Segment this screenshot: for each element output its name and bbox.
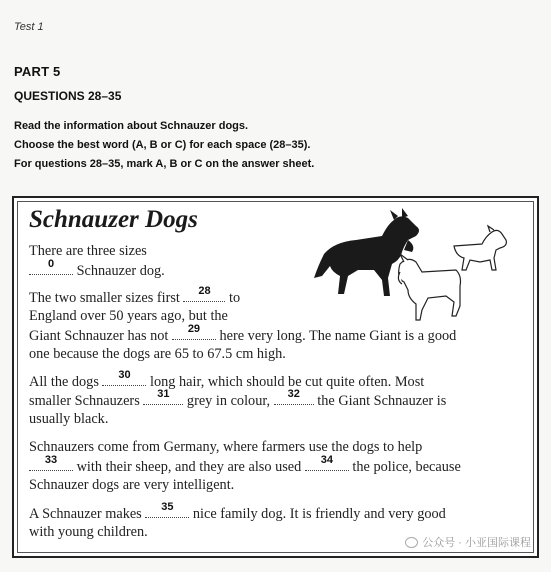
instruction-line: Read the information about Schnauzer dogs. <box>14 120 249 132</box>
answer-gap-33[interactable] <box>29 454 73 471</box>
gap-number: 31 <box>157 388 170 400</box>
text-fragment: Giant Schnauzer has not <box>29 328 172 344</box>
wechat-icon <box>405 537 418 548</box>
medium-schnauzer-drawing <box>398 254 460 320</box>
giant-schnauzer-drawing <box>314 208 419 296</box>
text-fragment: with their sheep, and they are also used <box>73 459 305 475</box>
paragraph-5-line-1 <box>29 501 446 524</box>
text-fragment: A Schnauzer makes <box>29 506 146 522</box>
paragraph-2-line-1 <box>29 285 241 308</box>
gap-number: 35 <box>161 501 174 513</box>
paragraph-4-line-2 <box>29 454 461 477</box>
text-fragment: The two smaller sizes first <box>29 290 184 306</box>
instructions <box>14 117 314 174</box>
gap-number: 29 <box>187 323 201 335</box>
watermark <box>405 534 531 550</box>
text-fragment: smaller Schnauzers <box>29 393 144 409</box>
answer-gap-30[interactable] <box>102 369 146 386</box>
test-label: Test 1 <box>14 21 44 33</box>
answer-gap-29[interactable] <box>172 323 216 340</box>
instruction-line: Choose the best word (A, B or C) for each space (28–35). <box>14 139 311 151</box>
paragraph-3-line-1 <box>29 369 425 392</box>
paragraph-4-line-3: Schnauzer dogs are very intelligent. <box>29 477 235 493</box>
answer-gap-0[interactable] <box>29 258 73 275</box>
gap-number: 28 <box>198 285 211 297</box>
text-fragment: All the dogs <box>29 374 103 390</box>
article-frame <box>12 196 539 558</box>
gap-number: 32 <box>287 388 300 400</box>
text-fragment: the police, because <box>348 459 461 475</box>
questions-heading: QUESTIONS 28–35 <box>14 89 122 103</box>
gap-number: 34 <box>320 454 333 466</box>
paragraph-3-line-3: usually black. <box>29 411 109 427</box>
paragraph-5-line-2: with young children. <box>29 524 148 540</box>
answer-gap-34[interactable] <box>305 454 349 471</box>
paragraph-2-line-3 <box>29 323 457 346</box>
answer-gap-31[interactable] <box>143 388 183 405</box>
answer-gap-35[interactable] <box>145 501 189 518</box>
answer-gap-28[interactable] <box>183 285 225 302</box>
text-fragment: nice family dog. It is friendly and very good <box>189 506 446 522</box>
paragraph-4-line-1: Schnauzers come from Germany, where farmers use the dogs to help <box>29 439 423 455</box>
gap-number: 0 <box>47 258 55 270</box>
paragraph-2-line-4: one because the dogs are 65 to 67.5 cm high. <box>29 346 286 362</box>
instruction-line: For questions 28–35, mark A, B or C on the answer sheet. <box>14 158 315 170</box>
paragraph-1-line-1: There are three sizes <box>29 243 147 259</box>
text-fragment: to <box>225 290 241 306</box>
gap-number: 30 <box>118 369 131 381</box>
paragraph-1-line-2 <box>29 258 165 281</box>
text-fragment: Schnauzer dog. <box>73 263 165 279</box>
schnauzer-dogs-illustration <box>304 206 514 324</box>
text-fragment: grey in colour, <box>183 393 274 409</box>
text-fragment: here very long. The name Giant is a good <box>215 328 457 344</box>
answer-gap-32[interactable] <box>274 388 314 405</box>
article-title: Schnauzer Dogs <box>29 206 198 233</box>
small-schnauzer-drawing <box>454 226 506 270</box>
watermark-text: 公众号 · 小亚国际课程 <box>422 537 531 549</box>
gap-number: 33 <box>44 454 58 466</box>
paragraph-3-line-2 <box>29 388 447 411</box>
part-heading: PART 5 <box>14 64 61 79</box>
text-fragment: long hair, which should be cut quite often. Most <box>146 374 425 390</box>
paragraph-2-line-2: England over 50 years ago, but the <box>29 308 228 324</box>
text-fragment: the Giant Schnauzer is <box>313 393 447 409</box>
